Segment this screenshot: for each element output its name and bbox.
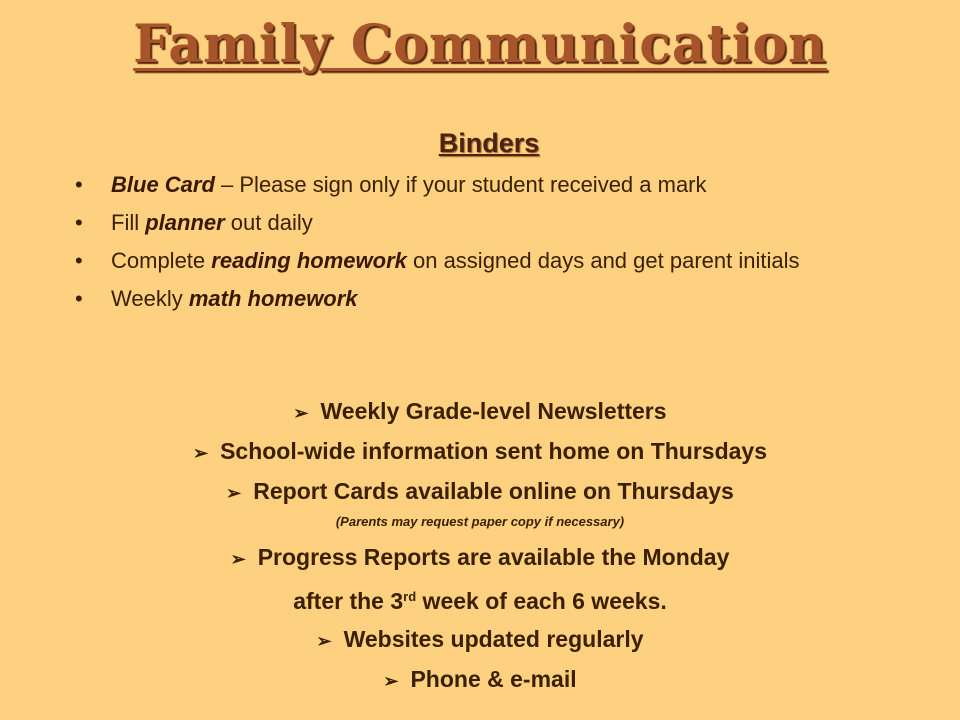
arrow-bullet-icon: ➢ <box>316 631 332 651</box>
bullet-emphasis: math homework <box>188 286 358 311</box>
item-progress-reports <box>0 538 960 578</box>
list-item <box>75 246 895 276</box>
arrow-bullet-icon: ➢ <box>383 671 399 691</box>
item-school-wide <box>0 432 960 472</box>
report-cards-note: (Parents may request paper copy if necessary) <box>335 514 625 529</box>
item-text: Weekly Grade-level Newsletters <box>320 398 667 424</box>
bullet-text: on assigned days and get parent initials <box>406 248 800 273</box>
bullet-text: Fill <box>111 210 146 235</box>
binder-bullet-list <box>75 170 895 314</box>
bullet-icon: • <box>75 248 83 273</box>
item-report-cards <box>0 472 960 512</box>
arrow-bullet-icon: ➢ <box>226 483 242 503</box>
list-item <box>75 284 895 314</box>
item-phone-email <box>0 660 960 700</box>
arrow-bullet-icon: ➢ <box>230 549 246 569</box>
item-text: Websites updated regularly <box>343 626 644 652</box>
item-websites <box>0 620 960 660</box>
bullet-icon: • <box>75 172 83 197</box>
bullet-icon: • <box>75 286 83 311</box>
bullet-text: Complete <box>111 248 212 273</box>
item-text: Report Cards available online on Thursdays <box>253 478 734 504</box>
item-text: Progress Reports are available the Monday <box>257 544 730 570</box>
arrow-bullet-icon: ➢ <box>293 403 309 423</box>
item-text: Phone & e-mail <box>410 666 577 692</box>
page-title: Family Communication <box>133 14 827 75</box>
item-text: School-wide information sent home on Thursdays <box>220 438 768 464</box>
bullet-emphasis: planner <box>145 210 225 235</box>
list-item <box>75 208 895 238</box>
list-item <box>75 170 895 200</box>
bullet-emphasis: Blue Card <box>111 172 215 197</box>
item-progress-reports-cont <box>0 578 960 620</box>
item-text: week of each 6 weeks. <box>416 588 667 614</box>
bullet-text: – Please sign only if your student received a mark <box>214 172 707 197</box>
bullet-icon: • <box>75 210 83 235</box>
bullet-text: out daily <box>224 210 313 235</box>
arrow-bullet-icon: ➢ <box>192 443 209 463</box>
item-newsletters <box>0 392 960 432</box>
section-heading-binders: Binders <box>438 128 540 158</box>
ordinal-suffix: rd <box>403 589 417 604</box>
communication-items <box>0 392 960 700</box>
bullet-emphasis: reading homework <box>211 248 407 273</box>
bullet-text: Weekly <box>111 286 189 311</box>
item-text: after the 3 <box>293 588 404 614</box>
